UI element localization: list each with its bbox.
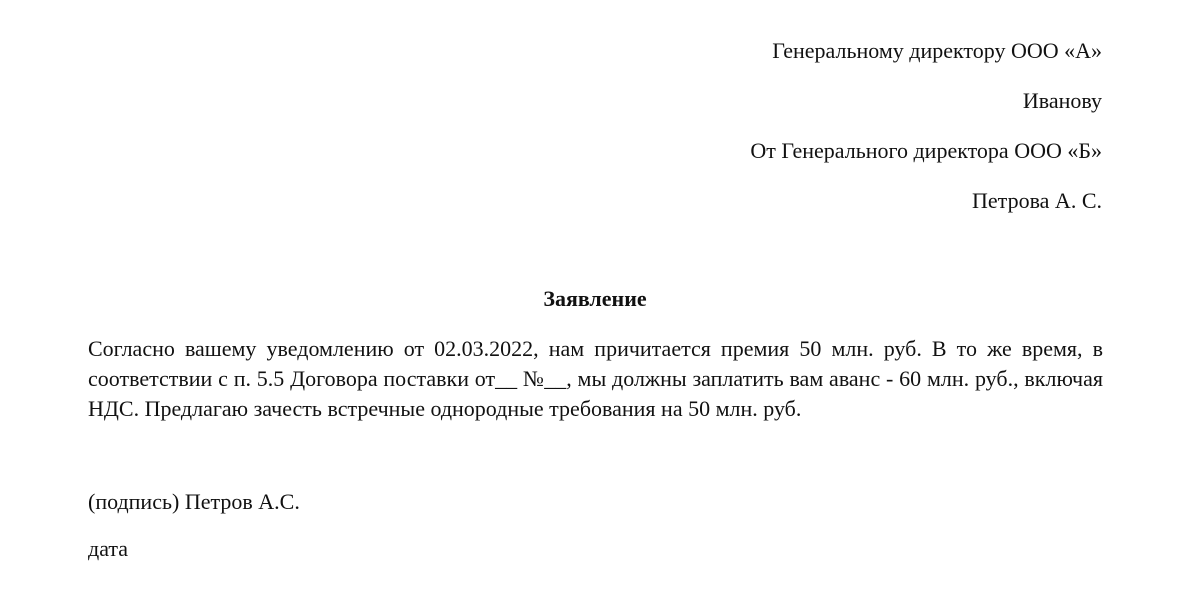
document-title: Заявление [543,286,647,311]
sender-name: Петрова А. С. [972,188,1102,213]
date-label: дата [88,536,129,561]
signature-line: (подпись) Петров А.С. [88,489,300,514]
recipient-name: Иванову [1022,88,1102,113]
recipient-position: Генеральному директору ООО «А» [772,38,1102,63]
document-body: Согласно вашему уведомлению от 02.03.2022, нам причитается премия 50 млн. руб. В то же время, в соответствии с п. 5.5 Договора поставки от__ №__, мы должны заплатить вам аванс - 60 млн. руб., включая НДС. Предлагаю зачесть встречные однородные требования на 50 млн. руб. [88,336,1103,421]
sender-position: От Генерального директора ООО «Б» [750,138,1102,163]
